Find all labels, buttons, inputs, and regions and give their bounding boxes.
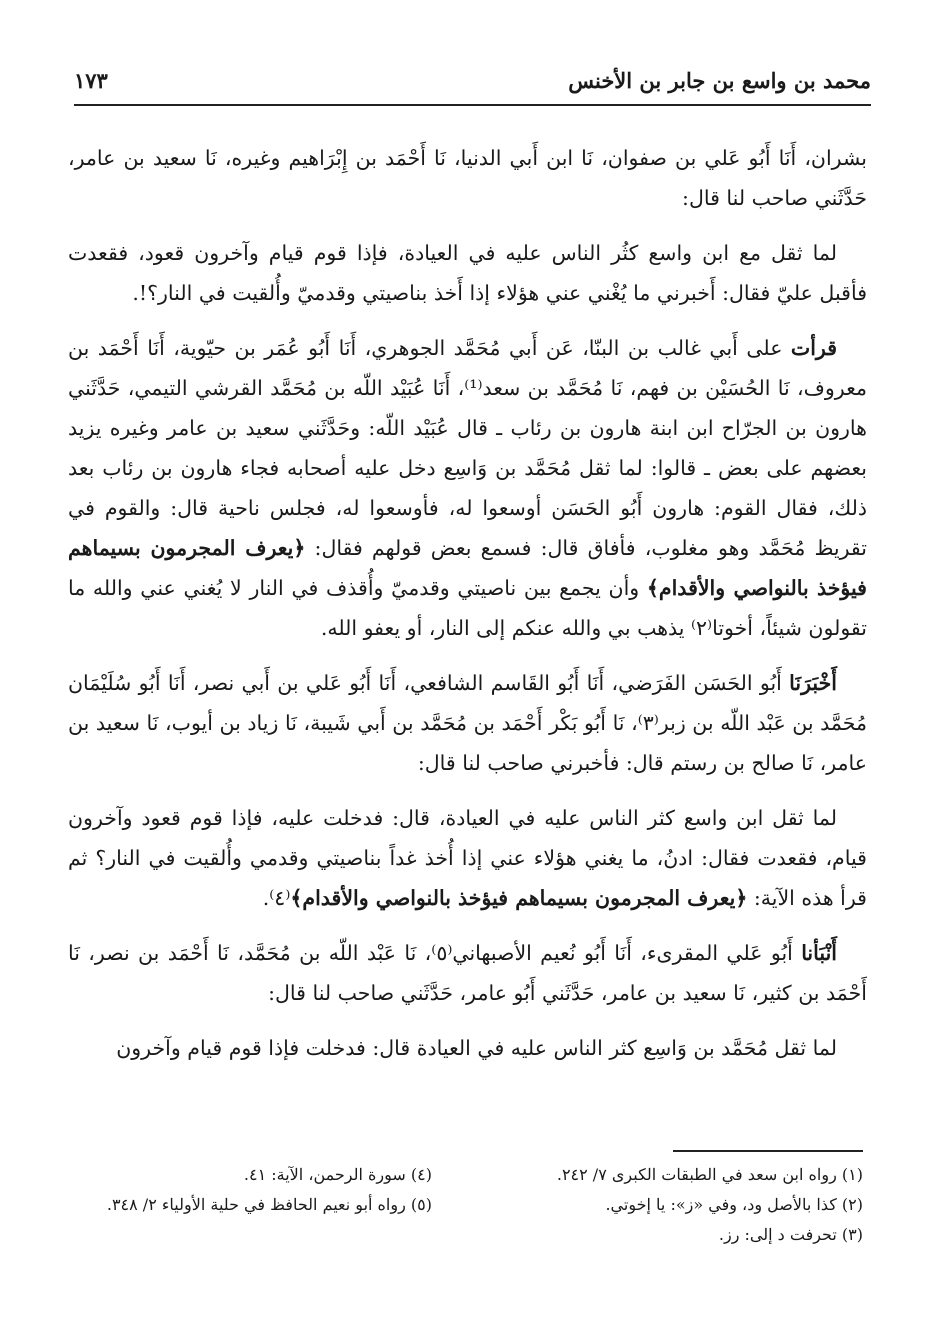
quran-verse: ﴿يعرف المجرمون بسيماهم فيؤخذ بالنواصي والأقدام﴾ [290,886,748,910]
footnotes-right-column [503,1160,863,1250]
paragraph-tail: وأن يجمع بين ناصيتي وقدميّ وأُقذف في النار لا يُغني عني والله ما تقولون شيئاً، أخوتا⁽٢⁾ يذهب بي والله عنكم إلى النار، أو يعفو الله. [68,576,867,640]
footnote-1: (١) رواه ابن سعد في الطبقات الكبرى ٧/ ٢٤٢. [556,1165,863,1184]
main-text [68,138,867,1083]
paragraph-2 [68,233,867,313]
paragraph-4 [68,663,867,783]
quran-verse: ﴿يعرف المجرمون بسيماهم فيؤخذ بالنواصي والأقدام﴾ [68,536,867,600]
paragraph-lead: أَنْبَأنا [801,941,837,965]
page-header [74,60,871,106]
paragraph-text: لما ثقل ابن واسع كثر الناس عليه في العيادة، قال: فدخلت عليه، فإذا قوم قعود وآخرون قيام، فقعدت فقال: ادنُ، ما يغني هؤلاء عني إذا أُخذ غداً بناصيتي وقدمي وأُلقيت في النار؟ ثم قرأ هذه الآية: [68,806,867,910]
paragraph-text: بشران، أَنَا أَبُو عَلي بن صفوان، نَا ابن أَبي الدنيا، نَا أَحْمَد بن إِبْرَاهيم وغيره، نَا سعيد بن عامر، حَدَّثَني صاحب لنا قال: [68,146,867,210]
footnote-3: (٣) تحرفت د إلى: رز. [718,1225,863,1244]
paragraph-lead: قرأت [790,336,837,360]
paragraph-tail: ⁽٤⁾. [262,886,291,910]
paragraph-text: أَبُو عَلي المقرىء، أَنَا أَبُو نُعيم الأصبهاني⁽٥⁾، نَا عَبْد اللّه بن مُحَمَّد، نَا أَحْمَد بن نصر، نَا أَحْمَد بن كثير، نَا سعيد بن عامر، حَدَّثَني أَبُو عامر، حَدَّثَني صاحب لنا قال: [68,941,867,1005]
paragraph-7 [68,1028,867,1068]
running-title: محمد بن واسع بن جابر بن الأخنس [568,68,871,93]
paragraph-5 [68,798,867,918]
footnote-divider [673,1150,863,1152]
footnote-5: (٥) رواه أبو نعيم الحافظ في حلية الأولياء ٢/ ٣٤٨. [106,1195,432,1214]
paragraph-text: لما ثقل مع ابن واسع كثُر الناس عليه في العيادة، فإذا قوم قيام وآخرون قعود، فقعدت فأقبل عليّ فقال: أَخبرني ما يُغْني عني هؤلاء إذا أَخذ بناصيتي وقدميّ وأُلقيت في النار؟!. [68,241,867,305]
paragraph-lead: أَخْبَرَنَا [789,671,837,695]
paragraph-3 [68,328,867,648]
paragraph-text: على أَبي غالب بن البنّا، عَن أَبي مُحَمَّد الجوهري، أَنَا أَبُو عُمَر بن حيّوية، أَنَا أَحْمَد بن معروف، نَا الحُسَيْن بن فهم، نَا مُحَمَّد بن سعد⁽¹⁾، أَنَا عُبَيْد اللّه بن مُحَمَّد القرشي التيمي، حَدَّثَني هارون بن الجرّاح ابن ابنة هارون بن رئاب ـ قال عُبَيْد اللّه: وحَدَّثَني سعيد بن عامر وغيره يزيد بعضهم على بعض ـ قالوا: لما ثقل مُحَمَّد بن وَاسِع دخل عليه أصحابه فجاء هارون بن رئاب بعد ذلك، فقال القوم: هارون أَبُو الحَسَن أوسعوا له، فأوسعوا له، فجلس ناحية قال: والقوم في تقريظ مُحَمَّد وهو مغلوب، فأفاق قال: فسمع بعض قولهم فقال: [68,336,867,560]
footnote-2: (٢) كذا بالأصل ود، وفي «ز»: يا إخوتي. [605,1195,863,1214]
page-number: ١٧٣ [74,68,108,93]
footnote-4: (٤) سورة الرحمن، الآية: ٤١. [243,1165,432,1184]
footnotes-left-column [72,1160,432,1220]
paragraph-6 [68,933,867,1013]
paragraph-1 [68,138,867,218]
paragraph-text: لما ثقل مُحَمَّد بن وَاسِع كثر الناس عليه في العيادة قال: فدخلت فإذا قوم قيام وآخرون [116,1036,837,1060]
paragraph-text: أَبُو الحَسَن الفَرَضي، أَنَا أَبُو القَاسم الشافعي، أَنَا أَبُو عَلي بن أَبي نصر، أَنَا أَبُو سُلَيْمَان مُحَمَّد بن عَبْد اللّه بن زبر⁽٣⁾، نَا أَبُو بَكْر أَحْمَد بن مُحَمَّد بن أَبي شَيبة، نَا زياد بن أيوب، نَا سعيد بن عامر، نَا صالح بن رستم قال: فأخبرني صاحب لنا قال: [68,671,867,775]
